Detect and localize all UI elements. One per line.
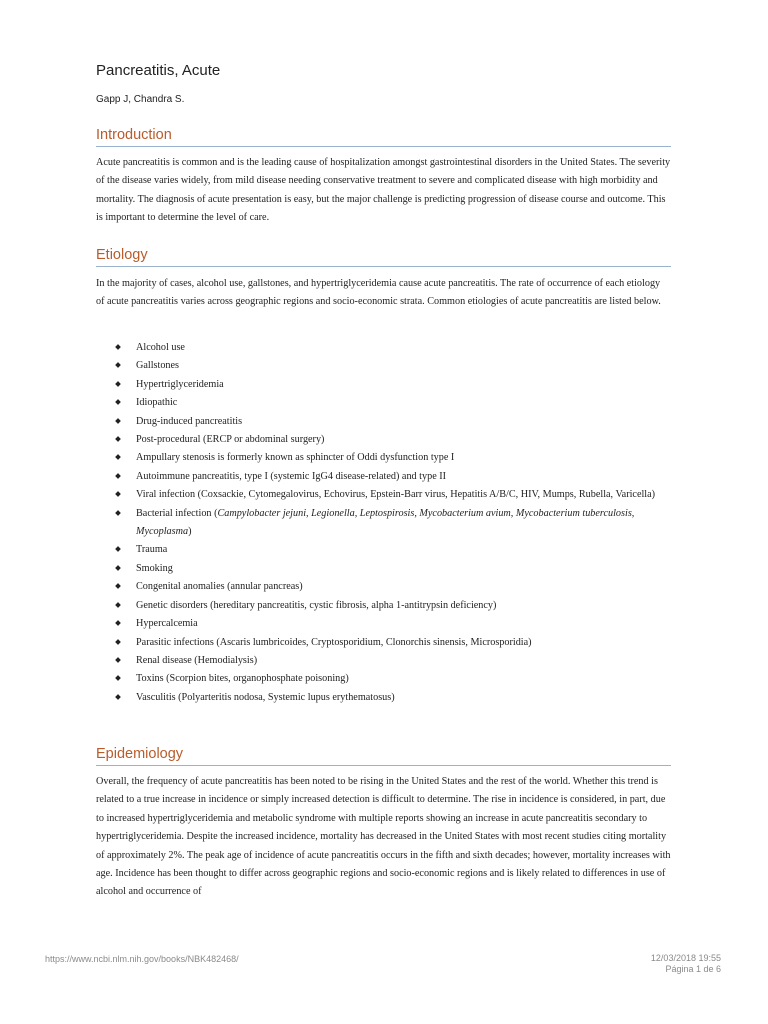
list-item: Parasitic infections (Ascaris lumbricoides, Cryptosporidium, Clonorchis sinensis, Microsporidia)	[116, 634, 671, 652]
bullet-icon	[115, 418, 121, 424]
list-item: Drug-induced pancreatitis	[116, 413, 671, 431]
footer-meta	[651, 953, 721, 975]
list-item: Alcohol use	[116, 339, 671, 357]
etiology-paragraph: In the majority of cases, alcohol use, gallstones, and hypertriglyceridemia cause acute pancreatitis. The rate of occurrence of each etiology of acute pancreatitis varies across geographic regions and socio-economic strata. Common etiologies of acute pancreatitis are listed below.	[96, 278, 661, 308]
section-heading-introduction: Introduction	[96, 126, 671, 147]
section-heading-epidemiology: Epidemiology	[96, 745, 671, 766]
bullet-icon	[115, 694, 121, 700]
bullet-icon	[115, 639, 121, 645]
list-item: Viral infection (Coxsackie, Cytomegalovirus, Echovirus, Epstein-Barr virus, Hepatitis A/B/C, HIV, Mumps, Rubella, Varicella)	[116, 486, 671, 504]
bullet-icon	[115, 436, 121, 442]
list-item: Genetic disorders (hereditary pancreatitis, cystic fibrosis, alpha 1-antitrypsin deficiency)	[116, 597, 671, 615]
epidemiology-paragraph: Overall, the frequency of acute pancreatitis has been noted to be rising in the United States and the rest of the world. Whether this trend is related to a true increase in incidence or simply increased detection is difficult to determine. The rise in incidence is considered, in part, due to increased hypertriglyceridemia and metabolic syndrome with multiple reports showing an increase in acute pancreatitis secondary to hypertriglyceridemia. Despite the increased incidence, mortality has decreased in the United States with most recent studies citing mortality of approximately 2%. The peak age of incidence of acute pancreatitis occurs in the fifth and sixth decades; however, mortality increases with age. Incidence has been thought to differ across geographic regions and socio-economic regions and is likely related to differences in use of alcohol and occurrence of	[96, 776, 671, 898]
bullet-icon	[115, 565, 121, 571]
footer-page-number: Página 1 de 6	[665, 964, 721, 974]
list-item: Congenital anomalies (annular pancreas)	[116, 578, 671, 596]
footer-datetime: 12/03/2018 19:55	[650, 953, 721, 963]
list-item: Ampullary stenosis is formerly known as sphincter of Oddi dysfunction type I	[116, 449, 671, 467]
section-heading-etiology: Etiology	[96, 246, 671, 267]
list-item: Bacterial infection (Campylobacter jejuni, Legionella, Leptospirosis, Mycobacterium avium, Mycobacterium tuberculosis, Mycoplasma)	[116, 505, 671, 542]
list-item: Renal disease (Hemodialysis)	[116, 652, 671, 670]
bullet-icon	[115, 344, 121, 350]
bullet-icon	[115, 399, 121, 405]
bullet-icon	[115, 657, 121, 663]
bullet-icon	[115, 583, 121, 589]
bullet-icon	[115, 602, 121, 608]
document-title: Pancreatitis, Acute	[96, 62, 221, 79]
list-item: Post-procedural (ERCP or abdominal surgery)	[116, 431, 671, 449]
bullet-icon	[115, 363, 121, 369]
footer-url: https://www.ncbi.nlm.nih.gov/books/NBK482468/	[45, 954, 239, 964]
bullet-icon	[115, 675, 121, 681]
list-item: Hypertriglyceridemia	[116, 376, 671, 394]
bullet-icon	[115, 510, 121, 516]
list-item: Trauma	[116, 541, 671, 559]
list-item: Autoimmune pancreatitis, type I (systemic IgG4 disease-related) and type II	[116, 468, 671, 486]
etiology-list	[116, 339, 671, 707]
bullet-icon	[115, 620, 121, 626]
list-item: Toxins (Scorpion bites, organophosphate poisoning)	[116, 670, 671, 688]
bullet-icon	[115, 455, 121, 461]
bullet-icon	[115, 491, 121, 497]
list-item: Idiopathic	[116, 394, 671, 412]
list-item: Hypercalcemia	[116, 615, 671, 633]
list-item: Smoking	[116, 560, 671, 578]
document-authors: Gapp J, Chandra S.	[96, 94, 185, 105]
bullet-icon	[115, 473, 121, 479]
bullet-icon	[115, 547, 121, 553]
introduction-paragraph: Acute pancreatitis is common and is the leading cause of hospitalization amongst gastrointestinal disorders in the United States. The severity of the disease varies widely, from mild disease needing conservative treatment to severe and complicated disease with high morbidity and mortality. The diagnosis of acute presentation is easy, but the major challenge is predicting progression of disease course and outcome. This is important to determine the level of care.	[96, 157, 671, 224]
list-item: Vasculitis (Polyarteritis nodosa, Systemic lupus erythematosus)	[116, 689, 671, 707]
bullet-icon	[115, 381, 121, 387]
list-item: Gallstones	[116, 357, 671, 375]
